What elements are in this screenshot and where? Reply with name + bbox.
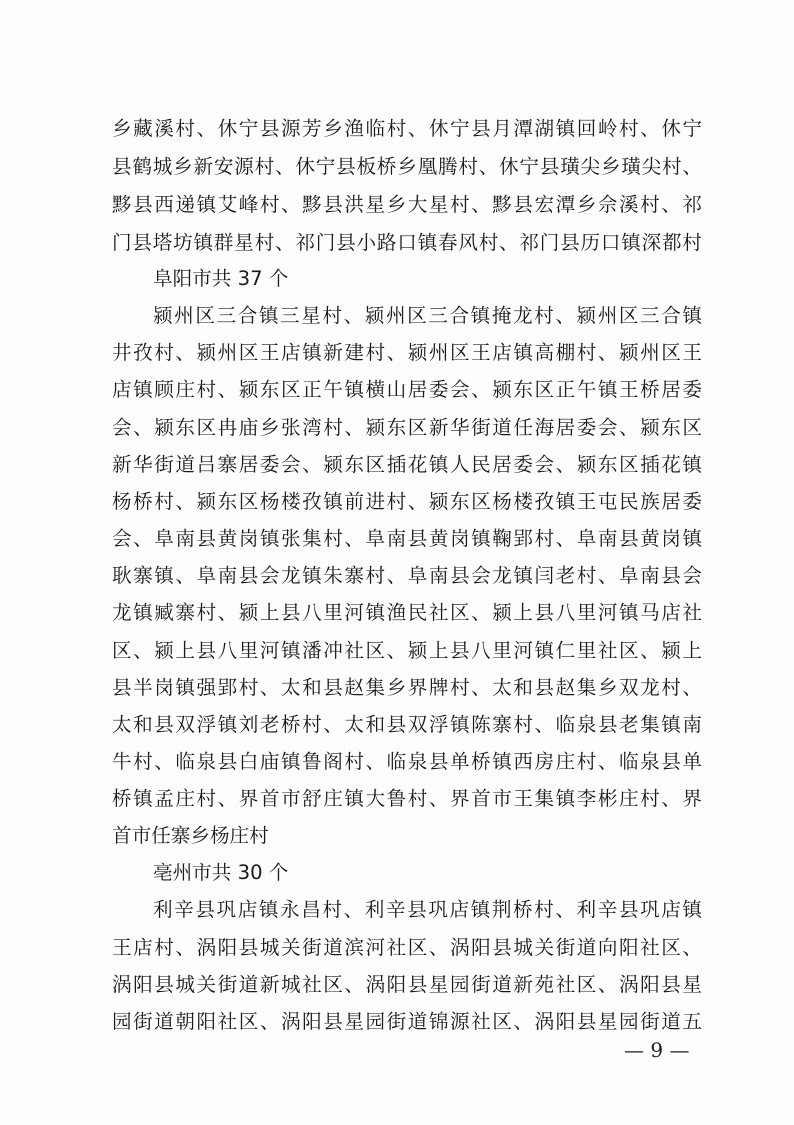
text-line: 县鹤城乡新安源村、休宁县板桥乡凰腾村、休宁县璜尖乡璜尖村、 bbox=[112, 155, 702, 178]
text-line: 黟县西递镇艾峰村、黟县洪星乡大星村、黟县宏潭乡佘溪村、祁 bbox=[112, 193, 702, 216]
text-line: 太和县双浮镇刘老桥村、太和县双浮镇陈寨村、临泉县老集镇南 bbox=[112, 713, 702, 736]
text-line: 颍州区三合镇三星村、颍州区三合镇掩龙村、颍州区三合镇 bbox=[153, 304, 702, 327]
text-line: 园街道朝阳社区、涡阳县星园街道锦源社区、涡阳县星园街道五 bbox=[112, 1010, 702, 1033]
page-number: — 9 — bbox=[624, 1038, 690, 1062]
section-heading-fuyang: 阜阳市共 37 个 bbox=[153, 267, 289, 290]
text-line: 牛村、临泉县白庙镇鲁阁村、临泉县单桥镇西房庄村、临泉县单 bbox=[112, 750, 702, 773]
text-line: 利辛县巩店镇永昌村、利辛县巩店镇荆桥村、利辛县巩店镇 bbox=[153, 898, 702, 921]
text-line: 井孜村、颍州区王店镇新建村、颍州区王店镇高棚村、颍州区王 bbox=[112, 341, 702, 364]
text-line: 杨桥村、颍东区杨楼孜镇前进村、颍东区杨楼孜镇王屯民族居委 bbox=[112, 490, 702, 513]
text-line: 县半岗镇强郢村、太和县赵集乡界牌村、太和县赵集乡双龙村、 bbox=[112, 676, 702, 699]
text-line: 乡藏溪村、休宁县源芳乡渔临村、休宁县月潭湖镇回岭村、休宁 bbox=[112, 117, 702, 140]
text-line: 会、颍东区冉庙乡张湾村、颍东区新华街道任海居委会、颍东区 bbox=[112, 416, 702, 439]
text-line: 王店村、涡阳县城关街道滨河社区、涡阳县城关街道向阳社区、 bbox=[112, 936, 702, 959]
text-line: 区、颍上县八里河镇潘冲社区、颍上县八里河镇仁里社区、颍上 bbox=[112, 639, 702, 662]
text-line: 桥镇孟庄村、界首市舒庄镇大鲁村、界首市王集镇李彬庄村、界 bbox=[112, 787, 702, 810]
section-heading-bozhou: 亳州市共 30 个 bbox=[153, 861, 289, 884]
text-line: 龙镇臧寨村、颍上县八里河镇渔民社区、颍上县八里河镇马店社 bbox=[112, 601, 702, 624]
text-line: 店镇顾庄村、颍东区正午镇横山居委会、颍东区正午镇王桥居委 bbox=[112, 378, 702, 401]
text-line: 耿寨镇、阜南县会龙镇朱寨村、阜南县会龙镇闫老村、阜南县会 bbox=[112, 564, 702, 587]
text-line: 新华街道吕寨居委会、颍东区插花镇人民居委会、颍东区插花镇 bbox=[112, 453, 702, 476]
text-line: 会、阜南县黄岗镇张集村、阜南县黄岗镇鞠郢村、阜南县黄岗镇 bbox=[112, 527, 702, 550]
text-line: 涡阳县城关街道新城社区、涡阳县星园街道新苑社区、涡阳县星 bbox=[112, 973, 702, 996]
text-line: 门县塔坊镇群星村、祁门县小路口镇春风村、祁门县历口镇深都村 bbox=[112, 231, 702, 254]
text-line: 首市任寨乡杨庄村 bbox=[112, 824, 269, 847]
